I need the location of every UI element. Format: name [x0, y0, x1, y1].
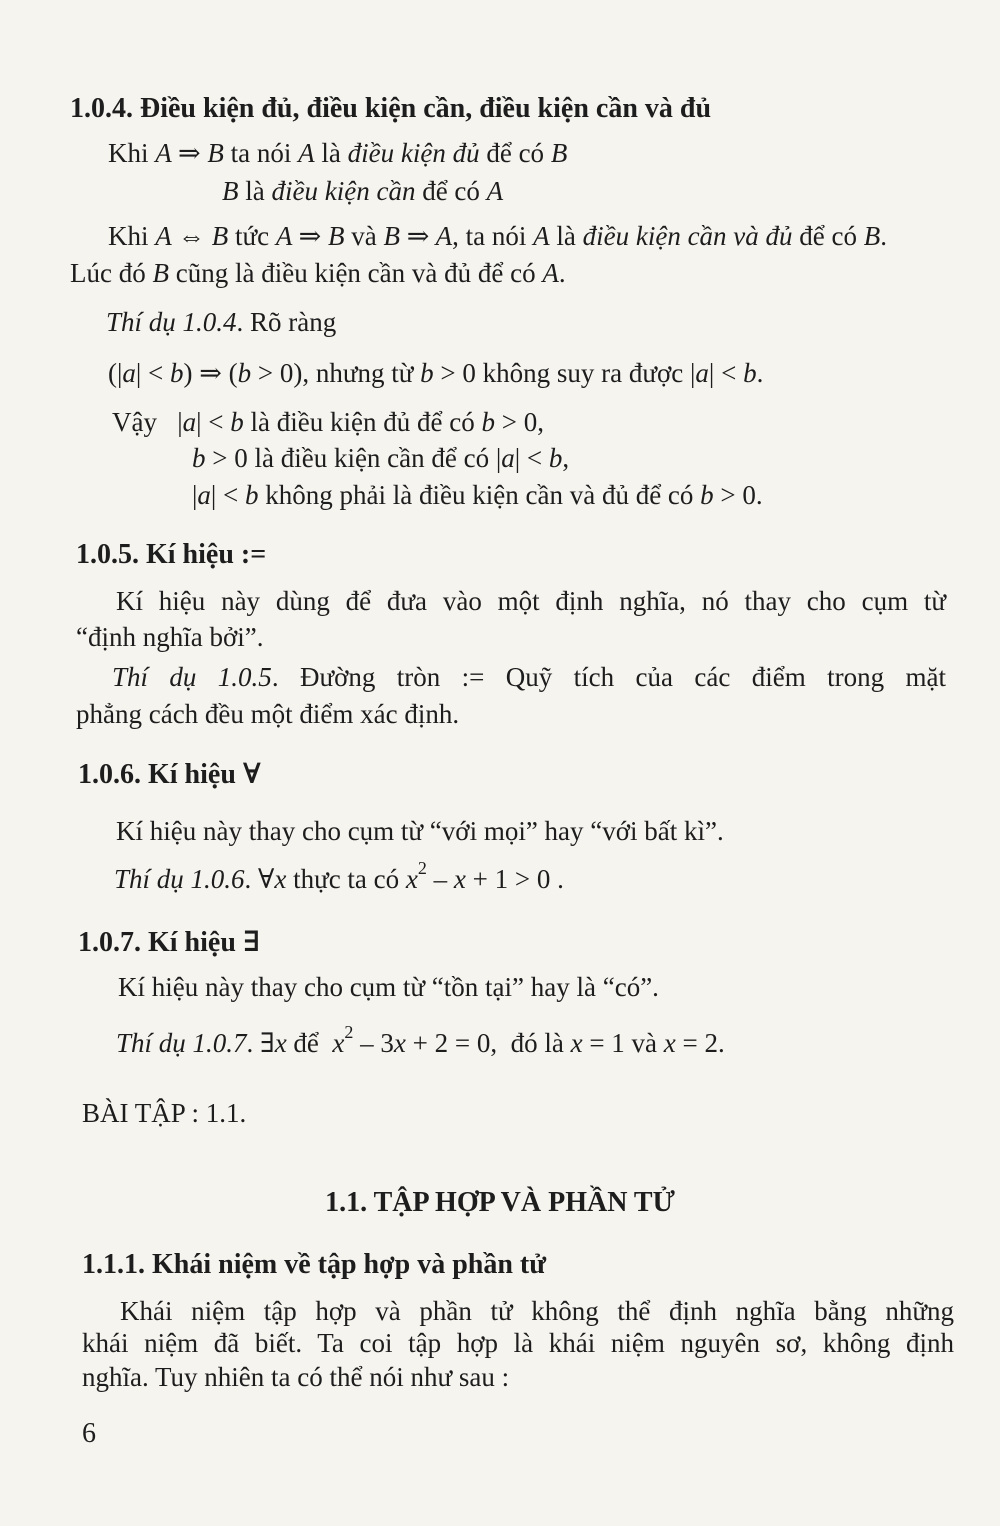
- section-heading-1-0-4: 1.0.4. Điều kiện đủ, điều kiện cần, điều kiện cần và đủ: [70, 93, 712, 124]
- paragraph-line: “định nghĩa bởi”.: [76, 622, 264, 652]
- paragraph-line: B là điều kiện cần để có A: [222, 176, 504, 206]
- page-number: 6: [82, 1418, 96, 1449]
- example-line: Vậy |a| < b là điều kiện đủ để có b > 0,: [112, 407, 544, 437]
- paragraph-line: Khi A ⇔ B tức A ⇒ B và B ⇒ A, ta nói A là điều kiện cần và đủ để có B.: [108, 221, 888, 251]
- example-1-0-7: Thí dụ 1.0.7. ∃x để $x^2 - 3x + 2 = 0$, đó là x = 1 và x = 2.: [116, 1022, 725, 1058]
- chapter-title: 1.1. TẬP HỢP VÀ PHẦN TỬ: [325, 1187, 675, 1218]
- example-line: phẳng cách đều một điểm xác định.: [76, 699, 460, 729]
- exercise-label: BÀI TẬP : 1.1.: [82, 1098, 247, 1128]
- paragraph-line: Khi A ⇒ B ta nói A là điều kiện đủ để có B: [108, 138, 568, 168]
- example-line: |a| < b không phải là điều kiện cần và đủ để có b > 0.: [192, 480, 763, 510]
- section-heading-1-1-1: 1.1.1. Khái niệm về tập hợp và phần tử: [82, 1249, 547, 1280]
- example-line: b > 0 là điều kiện cần để có |a| < b,: [192, 443, 570, 473]
- paragraph-line: Kí hiệu này thay cho cụm từ “với mọi” hay “với bất kì”.: [116, 816, 724, 846]
- example-1-0-4: Thí dụ 1.0.4. Rõ ràng: [106, 307, 337, 337]
- section-heading-1-0-5: 1.0.5. Kí hiệu :=: [76, 539, 267, 570]
- paragraph-line: Kí hiệu này thay cho cụm từ “tồn tại” hay là “có”.: [118, 972, 659, 1002]
- section-heading-1-0-6: 1.0.6. Kí hiệu ∀: [78, 759, 261, 790]
- paragraph-line: Khái niệm tập hợp và phần tử không thể định nghĩa bằng những: [120, 1296, 954, 1326]
- paragraph-line: nghĩa. Tuy nhiên ta có thể nói như sau :: [82, 1362, 510, 1392]
- example-1-0-5: Thí dụ 1.0.5. Đường tròn := Quỹ tích của các điểm trong mặt: [112, 662, 946, 692]
- example-line: (|a| < b) ⇒ (b > 0), nhưng từ b > 0 không suy ra được |a| < b.: [108, 358, 764, 388]
- paragraph-line: khái niệm đã biết. Ta coi tập hợp là khái niệm nguyên sơ, không định: [82, 1328, 954, 1358]
- section-heading-1-0-7: 1.0.7. Kí hiệu ∃: [78, 927, 261, 958]
- paragraph-line: Lúc đó B cũng là điều kiện cần và đủ để có A.: [70, 258, 566, 288]
- paragraph-line: Kí hiệu này dùng để đưa vào một định nghĩa, nó thay cho cụm từ: [116, 586, 946, 616]
- example-1-0-6: Thí dụ 1.0.6. ∀x thực ta có $x^2 - x + 1 > 0$ .: [114, 858, 564, 894]
